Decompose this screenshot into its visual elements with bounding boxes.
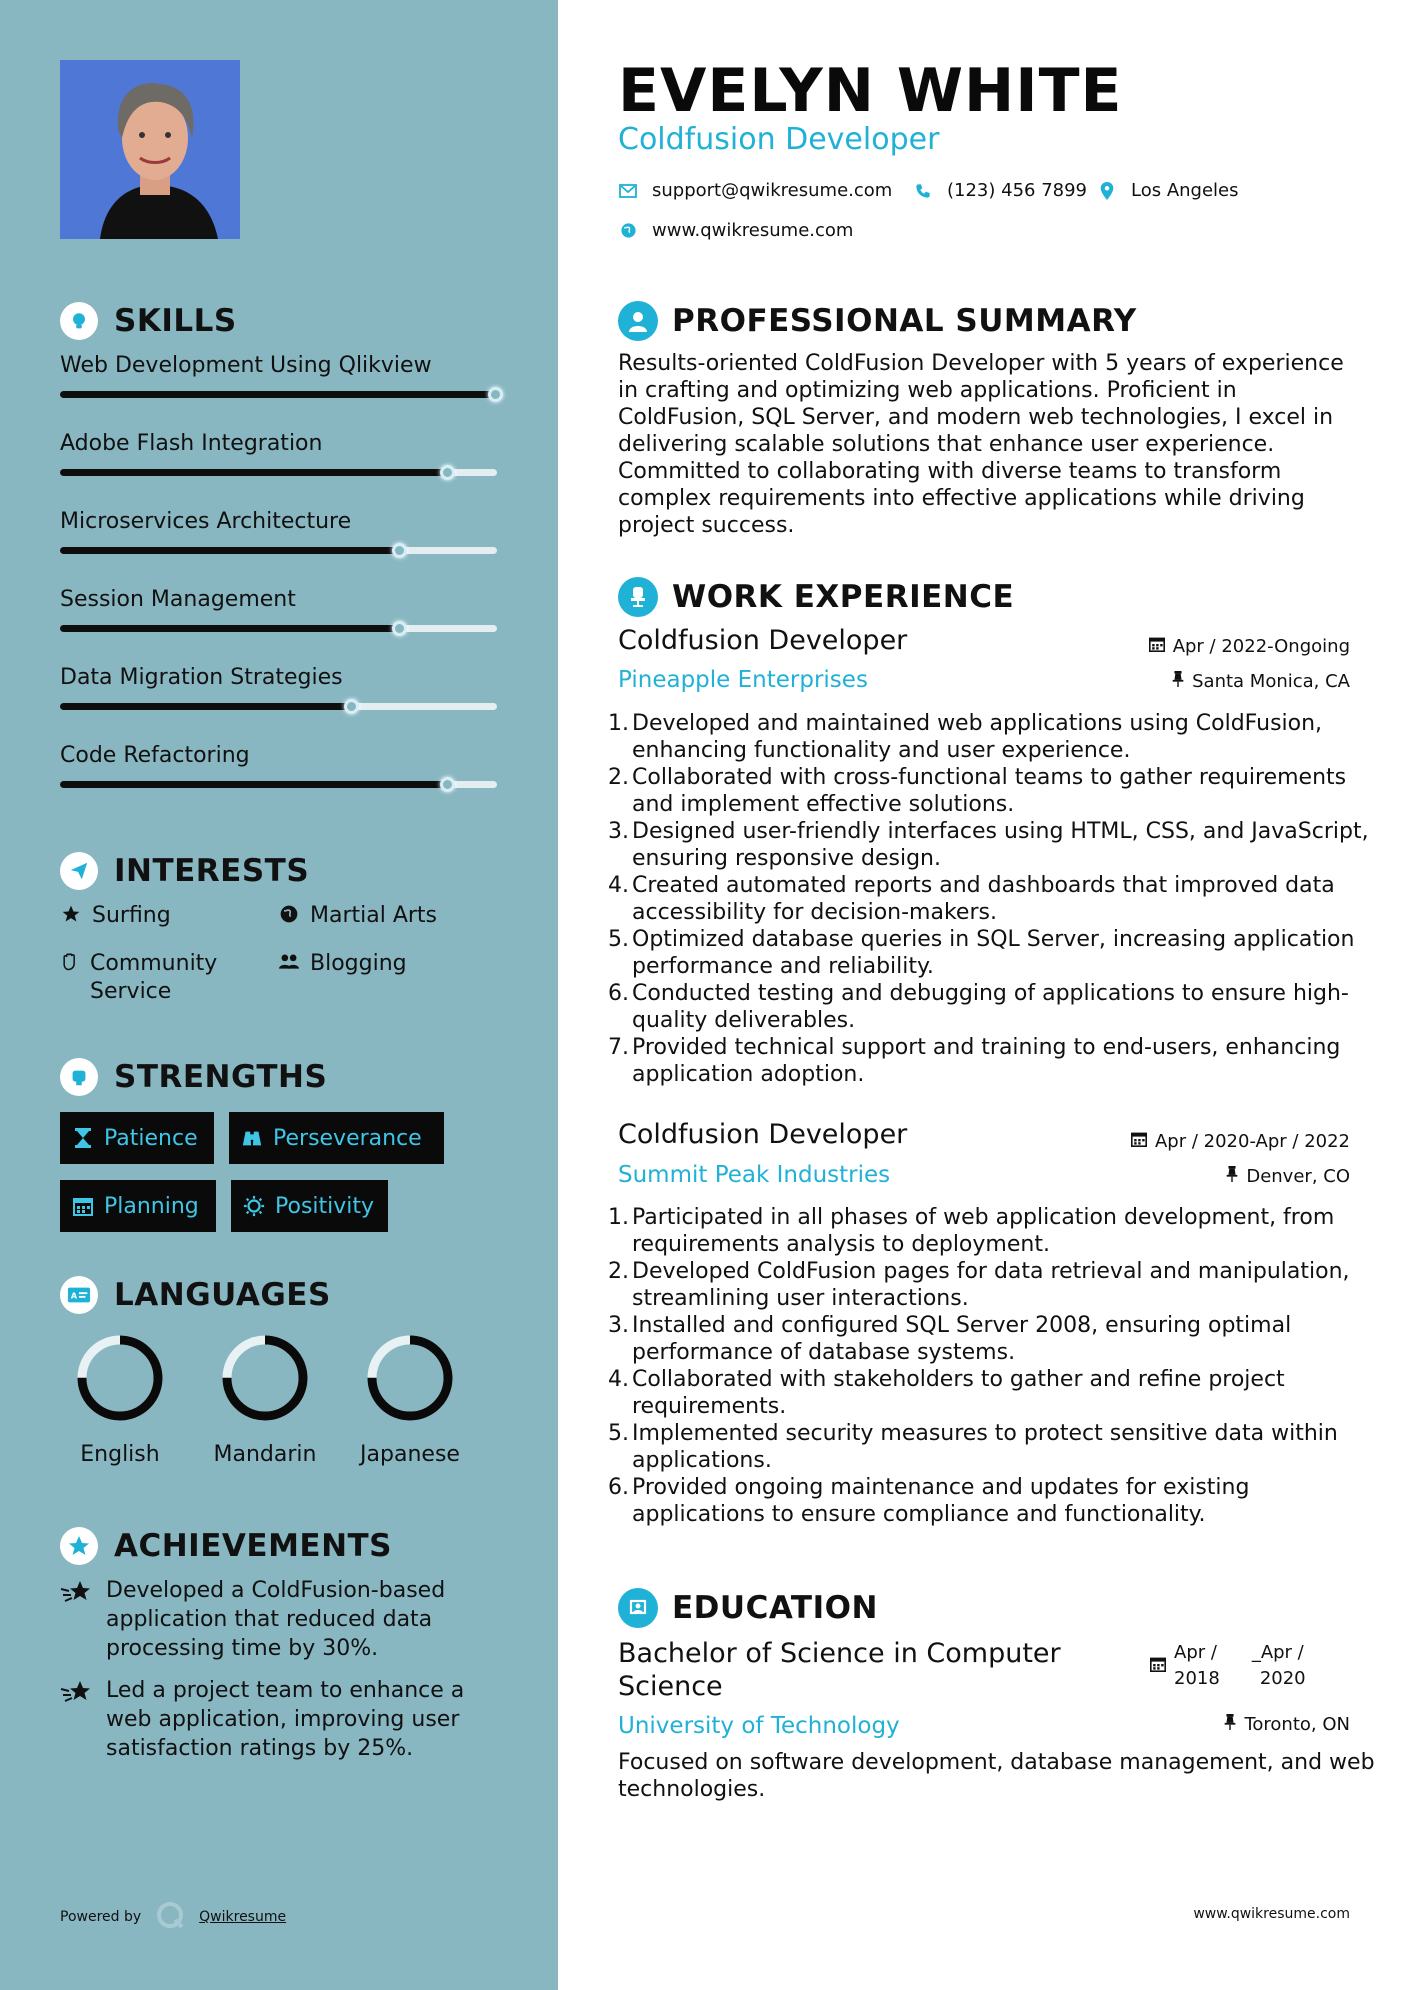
location-text: Los Angeles [1131,180,1239,201]
strength-chip-planning [60,1180,216,1232]
job-date-text: Apr / 2022-Ongoing [1172,636,1350,657]
experience-title: WORK EXPERIENCE [672,579,1015,615]
list-item-number: 4. [608,873,629,898]
skill-bar-knob [392,543,407,558]
graduation-icon [618,1588,658,1628]
globe-icon [618,221,638,241]
list-item-text: Implemented security measures to protect sensitive data within applications. [632,1421,1338,1473]
list-item-number: 3. [608,819,629,844]
list-item-number: 4. [608,1367,629,1392]
skill-bar-track [60,469,497,476]
achievement-text: Developed a ColdFusion-based application that reduced data processing time by 30%. [106,1578,446,1661]
list-item-text: Designed user-friendly interfaces using HTML, CSS, and JavaScript, ensuring responsive design. [632,819,1369,871]
interest-item-surfing [60,902,171,930]
user-icon [618,301,658,341]
list-item-number: 6. [608,1475,629,1500]
language-item [60,1332,180,1467]
list-item-text: Conducted testing and debugging of applications to ensure high-quality deliverables. [632,981,1349,1033]
skills-title: SKILLS [114,303,237,339]
main-content [558,0,1407,1990]
skill-bar-track [60,781,497,788]
phone-text: (123) 456 7899 [947,180,1088,201]
interest-label: Martial Arts [310,903,438,928]
interest-item-community-service [60,950,260,1006]
list-item-number: 5. [608,927,629,952]
qwikresume-link[interactable]: Qwikresume [199,1909,287,1925]
education-heading [618,1588,878,1628]
education-location [1224,1714,1350,1735]
education-location-text: Toronto, ON [1244,1714,1350,1735]
language-name: Mandarin [213,1442,317,1467]
skill-item [60,743,500,768]
star-badge-icon [60,1527,98,1565]
chair-icon [618,577,658,617]
interest-label: Blogging [310,951,407,976]
skill-item [60,587,500,612]
skill-name: Code Refactoring [60,743,250,768]
education-degree: Bachelor of Science in Computer Science [618,1638,1061,1702]
language-ring [364,1332,456,1424]
achievement-item [60,1676,490,1763]
experience-heading [618,577,1014,617]
language-ring [74,1332,166,1424]
list-item [608,872,1378,926]
list-item-text: Developed and maintained web applications using ColdFusion, enhancing functionality and user experience. [632,711,1323,763]
strengths-title: STRENGTHS [114,1059,328,1095]
map-pin-icon [1097,181,1117,201]
list-item-text: Provided ongoing maintenance and updates for existing applications to ensure compliance and functionality. [632,1475,1250,1527]
education-start [1174,1640,1220,1692]
interest-label: Community Service [90,951,218,1004]
skill-bar-fill [60,625,401,632]
skills-heading [60,302,237,340]
contact-website [618,220,853,241]
skill-bar-knob [344,699,359,714]
envelope-icon [618,181,638,201]
fist-icon [60,1058,98,1096]
education-title: EDUCATION [672,1590,878,1626]
profile-photo [60,60,240,239]
pushpin-icon [1224,1714,1236,1735]
list-item-number: 6. [608,981,629,1006]
list-item [608,1474,1378,1528]
language-ring [219,1332,311,1424]
interests-title: INTERESTS [114,853,310,889]
list-item-text: Participated in all phases of web application development, from requirements analysis to deployment. [632,1205,1335,1257]
skill-bar-knob [392,621,407,636]
list-item [608,1258,1378,1312]
interest-item-blogging [278,950,407,978]
star-icon [60,902,82,924]
strengths-heading [60,1058,327,1096]
skill-item [60,509,500,534]
list-item [608,1034,1378,1088]
summary-title: PROFESSIONAL SUMMARY [672,303,1137,339]
list-item-number: 2. [608,765,629,790]
pushpin-icon [1172,671,1184,692]
achievement-item [60,1576,490,1663]
summary-heading [618,301,1137,341]
skill-bar-fill [60,703,353,710]
job-location-text: Denver, CO [1246,1166,1350,1187]
job-title: Coldfusion Developer [618,625,908,656]
skill-bar-knob [440,465,455,480]
job-company: Pineapple Enterprises [618,667,868,693]
list-item-text: Provided technical support and training to end-users, enhancing application adoption. [632,1035,1341,1087]
education-end-line2: 2020 [1259,1668,1306,1689]
binoculars-icon [241,1127,263,1149]
education-university: University of Technology [618,1713,900,1739]
contact-phone [913,180,1087,201]
achievement-text: Led a project team to enhance a web application, improving user satisfaction ratings by 25%. [106,1678,465,1761]
language-name: Japanese [360,1442,460,1467]
sidebar [0,0,558,1990]
language-item [205,1332,325,1467]
job-responsibilities [608,1204,1378,1528]
skill-item [60,665,500,690]
languages-title: LANGUAGES [114,1277,331,1313]
summary-text: Results-oriented ColdFusion Developer with 5 years of experience in crafting and optimizing web applications. Proficient in ColdFusion, SQL Server, and modern web technologies, I excel in delivering scalable solutions that enhance user experience. Committed to collaborating with diverse teams to transform complex requirements into effective applications while driving project success. [618,351,1344,538]
language-card-icon [60,1276,98,1314]
list-item [608,1204,1378,1258]
job-title: Coldfusion Developer [618,1119,908,1150]
education-start-line2: 2018 [1174,1668,1220,1689]
skill-name: Adobe Flash Integration [60,431,323,456]
job-location [1226,1166,1350,1187]
strength-label: Planning [104,1193,199,1219]
list-item-number: 5. [608,1421,629,1446]
list-item-text: Collaborated with cross-functional teams to gather requirements and implement effective solutions. [632,765,1347,817]
list-item-text: Collaborated with stakeholders to gather and refine project requirements. [632,1367,1285,1419]
interest-item-martial-arts [278,902,437,930]
skill-item [60,431,500,456]
shooting-star-icon [60,1576,94,1663]
languages-heading [60,1276,331,1314]
candidate-role: Coldfusion Developer [618,122,940,157]
strength-chip-positivity [231,1180,388,1232]
education-start-line1: Apr / [1174,1642,1217,1663]
shooting-star-icon [60,1676,94,1763]
calendar-icon [72,1195,94,1217]
hand-icon [60,950,80,972]
candidate-name: EVELYN WHITE [618,56,1123,126]
list-item [608,980,1378,1034]
calendar-icon [1150,1640,1166,1692]
strength-chip-patience [60,1112,214,1164]
skill-name: Microservices Architecture [60,509,352,534]
sun-icon [243,1195,265,1217]
list-item-text: Created automated reports and dashboards that improved data accessibility for decision-makers. [632,873,1335,925]
list-item-text: Installed and configured SQL Server 2008, ensuring optimal performance of database systems. [632,1313,1292,1365]
list-item [608,710,1378,764]
strength-label: Positivity [275,1193,375,1219]
education-end [1252,1640,1306,1692]
job-company: Summit Peak Industries [618,1162,891,1188]
job-date [1131,1131,1350,1152]
language-item [350,1332,470,1467]
hourglass-icon [72,1127,94,1149]
skill-bar-fill [60,469,449,476]
strength-label: Perseverance [273,1125,422,1151]
achievements-title: ACHIEVEMENTS [114,1528,393,1564]
powered-by [60,1900,286,1934]
footer-website[interactable]: www.qwikresume.com [1193,1906,1350,1922]
list-item-number: 1. [608,711,629,736]
interests-heading [60,852,309,890]
job-location [1172,671,1350,692]
contact-location [1097,180,1239,201]
list-item [608,1366,1378,1420]
list-item-number: 1. [608,1205,629,1230]
skill-bar-knob [440,777,455,792]
achievements-heading [60,1527,392,1565]
skill-bar-track [60,625,497,632]
skill-bar-fill [60,547,401,554]
job-location-text: Santa Monica, CA [1192,671,1350,692]
list-item-number: 3. [608,1313,629,1338]
qwikresume-logo-icon [155,1900,185,1934]
lightbulb-icon [60,302,98,340]
strength-chip-perseverance [229,1112,444,1164]
job-date [1149,636,1350,657]
phone-icon [913,181,933,201]
powered-by-label: Powered by [60,1909,142,1925]
skill-name: Session Management [60,587,296,612]
paper-plane-icon [60,852,98,890]
calendar-icon [1149,636,1165,657]
list-item [608,818,1378,872]
strength-label: Patience [104,1125,198,1151]
list-item [608,1420,1378,1474]
list-item-number: 7. [608,1035,629,1060]
svg-text:A: A [70,1290,78,1301]
education-dates [1150,1640,1306,1692]
list-item [608,764,1378,818]
list-item-number: 2. [608,1259,629,1284]
globe-icon [278,902,300,924]
skill-name: Web Development Using Qlikview [60,353,432,378]
list-item-text: Optimized database queries in SQL Server, increasing application performance and reliability. [632,927,1355,979]
skill-bar-track [60,703,497,710]
skill-bar-fill [60,391,497,398]
interest-label: Surfing [92,903,171,928]
job-date-text: Apr / 2020-Apr / 2022 [1154,1131,1350,1152]
language-name: English [80,1442,160,1467]
job-responsibilities [608,710,1378,1088]
list-item [608,926,1378,980]
skill-item [60,353,500,378]
list-item-text: Developed ColdFusion pages for data retrieval and manipulation, streamlining user interactions. [632,1259,1350,1311]
education-description: Focused on software development, database management, and web technologies. [618,1750,1375,1802]
skill-name: Data Migration Strategies [60,665,343,690]
pushpin-icon [1226,1166,1238,1187]
skill-bar-knob [488,387,503,402]
skill-bar-track [60,547,497,554]
list-item [608,1312,1378,1366]
contact-email [618,180,892,201]
calendar-icon [1131,1131,1147,1152]
skill-bar-track [60,391,497,398]
email-text[interactable]: support@qwikresume.com [652,180,893,201]
users-icon [278,950,300,972]
website-text[interactable]: www.qwikresume.com [652,220,854,241]
education-end-line1: _Apr / [1251,1642,1304,1663]
skill-bar-fill [60,781,449,788]
